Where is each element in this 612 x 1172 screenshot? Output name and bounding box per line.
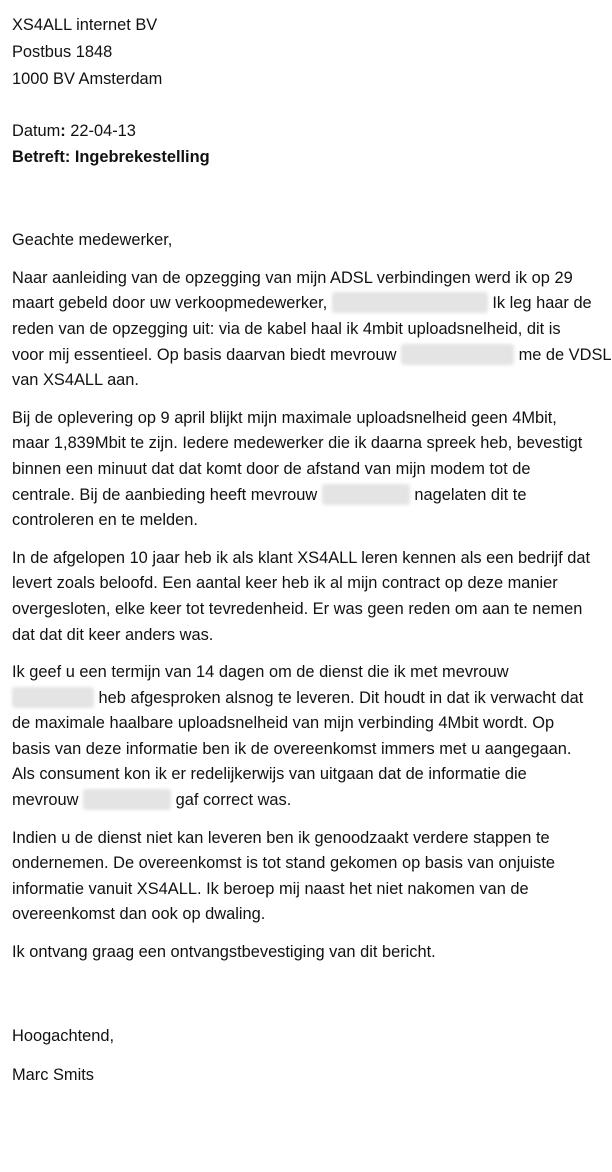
redacted-name [332, 292, 488, 313]
text-segment: ondernemen. De overeenkomst is tot stand gekomen op basis van onjuiste [12, 854, 556, 873]
text-segment: reden van de opzegging uit: via de kabel haal ik 4mbit uploadsnelheid, dit is [12, 319, 561, 338]
date-colon: : [60, 122, 66, 140]
text-line [12, 266, 600, 292]
letter-body [12, 266, 612, 966]
text-segment: Naar aanleiding van de opzegging van mijn ADSL verbindingen werd ik op 29 [12, 268, 573, 287]
paragraph [12, 546, 600, 648]
address-line: XS4ALL internet BV [12, 16, 158, 34]
text-line [12, 902, 600, 928]
recipient-address [12, 12, 600, 93]
text-line [12, 483, 600, 509]
text-segment: dat dat dit keer anders was. [12, 625, 214, 644]
text-segment: In de afgelopen 10 jaar heb ik als klant XS4ALL leren kennen als een bedrijf dat [12, 548, 591, 567]
text-segment: Ik ontvang graag een ontvangstbevestiging van dit bericht. [12, 943, 436, 962]
text-line [12, 457, 600, 483]
text-line [12, 788, 600, 814]
text-line [12, 406, 600, 432]
signature: Marc Smits [12, 1066, 94, 1085]
text-line [12, 940, 600, 966]
redacted-name [401, 344, 514, 365]
text-segment: Als consument kon ik er redelijkerwijs van uitgaan dat de informatie die [12, 765, 527, 784]
text-line [12, 826, 600, 852]
text-segment: maar 1,839Mbit te zijn. Iedere medewerker die ik daarna spreek heb, bevestigt [12, 434, 583, 453]
subject-line: Betreft: Ingebrekestelling [12, 147, 210, 166]
text-line [12, 737, 600, 763]
text-line [12, 368, 600, 394]
text-segment: de maximale haalbare uploadsnelheid van mijn verbinding 4Mbit wordt. Op [12, 714, 555, 733]
text-segment: maart gebeld door uw verkoopmedewerker, [12, 294, 332, 313]
text-line [12, 686, 600, 712]
text-segment: binnen een minuut dat dat komt door de afstand van mijn modem tot de [12, 459, 531, 478]
text-line [12, 431, 600, 457]
text-line [12, 851, 600, 877]
paragraph [12, 266, 612, 394]
text-line [12, 597, 600, 623]
text-segment: overgesloten, elke keer tot tevredenheid. Er was geen reden om aan te nemen [12, 599, 583, 618]
redacted-name [322, 484, 410, 505]
text-segment: nagelaten dit te [409, 485, 527, 504]
paragraph [12, 940, 600, 966]
redacted-name [12, 687, 94, 708]
text-segment: informatie vanuit XS4ALL. Ik beroep mij naast het niet nakomen van de [12, 879, 529, 898]
paragraph [12, 406, 600, 534]
text-segment: heb afgesproken alsnog te leveren. Dit houdt in dat ik verwacht dat [94, 688, 584, 707]
date-label: Datum [12, 122, 61, 140]
text-segment: van XS4ALL aan. [12, 371, 139, 390]
text-line [12, 623, 600, 649]
text-line [12, 317, 600, 343]
text-segment: levert zoals beloofd. Een aantal keer heb ik al mijn contract op deze manier [12, 574, 558, 593]
redacted-name [83, 789, 171, 810]
text-line [12, 546, 600, 572]
text-segment: Indien u de dienst niet kan leveren ben ik genoodzaakt verdere stappen te [12, 828, 550, 847]
paragraph [12, 826, 600, 928]
text-segment: Ik leg haar de [487, 294, 592, 313]
text-segment: gaf correct was. [171, 791, 292, 810]
closing: Hoogachtend, [12, 1026, 115, 1045]
address-line: Postbus 1848 [12, 43, 113, 61]
date-value: 22-04-13 [65, 122, 136, 140]
text-line [12, 571, 600, 597]
text-segment: voor mij essentieel. Op basis daarvan biedt mevrouw [12, 345, 402, 364]
text-segment: mevrouw [12, 791, 84, 810]
paragraph [12, 660, 600, 814]
address-line: 1000 BV Amsterdam [12, 70, 163, 88]
text-segment: me de VDSL [514, 345, 612, 364]
text-segment: basis van deze informatie ben ik de overeenkomst immers met u aangegaan. [12, 739, 572, 758]
text-line [12, 508, 600, 534]
text-line [12, 291, 600, 317]
text-line [12, 343, 612, 369]
text-segment: overeenkomst dan ook op dwaling. [12, 905, 266, 924]
text-line [12, 660, 600, 686]
text-line [12, 877, 600, 903]
text-line [12, 711, 600, 737]
text-segment: Ik geef u een termijn van 14 dagen om de dienst die ik met mevrouw [12, 663, 509, 682]
text-segment: Bij de oplevering op 9 april blijkt mijn maximale uploadsnelheid geen 4Mbit, [12, 408, 557, 427]
text-segment: controleren en te melden. [12, 511, 198, 530]
text-line [12, 762, 600, 788]
date-line [12, 119, 600, 145]
salutation: Geachte medewerker, [12, 231, 173, 250]
text-segment: centrale. Bij de aanbieding heeft mevrouw [12, 485, 322, 504]
